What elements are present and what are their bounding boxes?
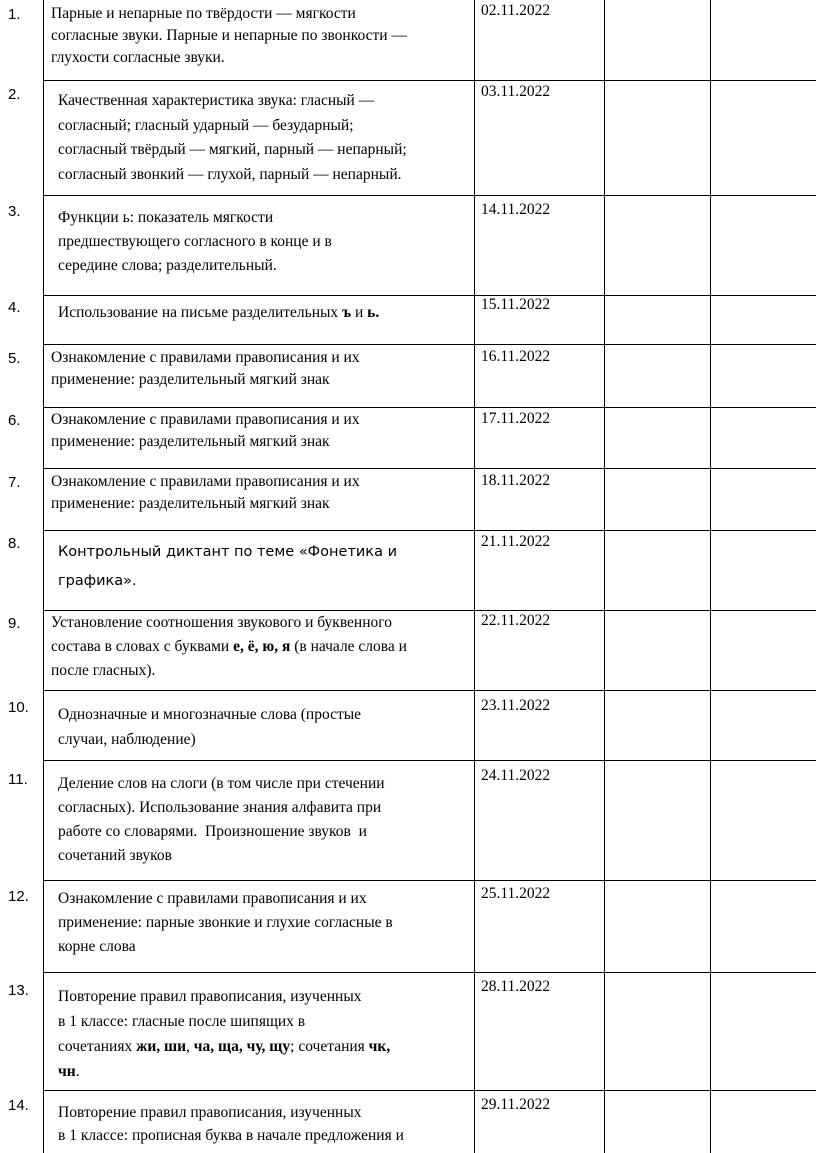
lesson-number: 12. bbox=[8, 888, 29, 905]
topic-text: Повторение правил правописания, изученных bbox=[58, 1104, 362, 1121]
topic-line bbox=[58, 796, 385, 820]
topic-text: Ознакомление с правилами правописания и их bbox=[51, 473, 360, 490]
topic-line bbox=[58, 206, 332, 230]
topic-text: Однозначные и многозначные слова (простые bbox=[58, 706, 362, 723]
lesson-number: 14. bbox=[8, 1097, 29, 1114]
lesson-topic bbox=[58, 984, 390, 1084]
topic-text: глухости согласные звуки. bbox=[51, 49, 225, 66]
topic-text: Ознакомление с правилами правописания и их bbox=[51, 349, 360, 366]
topic-text: Функции ь: показатель мягкости bbox=[58, 209, 274, 226]
lesson-date: 03.11.2022 bbox=[481, 83, 551, 100]
lesson-number: 6. bbox=[8, 412, 21, 429]
lesson-topic bbox=[58, 301, 379, 325]
topic-text: согласный; гласный ударный — безударный; bbox=[58, 116, 354, 134]
lesson-date: 17.11.2022 bbox=[481, 410, 551, 427]
topic-line bbox=[51, 409, 360, 431]
topic-text: в 1 классе: прописная буква в начале предложения и bbox=[58, 1127, 404, 1144]
lesson-date: 02.11.2022 bbox=[481, 2, 551, 19]
lesson-topic bbox=[58, 702, 361, 752]
topic-text: графика». bbox=[58, 573, 137, 589]
topic-text: сочетаний звуков bbox=[58, 847, 172, 864]
topic-line bbox=[58, 1059, 390, 1084]
topic-text: применение: парные звонкие и глухие согласные в bbox=[58, 914, 393, 931]
topic-line bbox=[58, 702, 361, 727]
topic-text: Использование на письме разделительных bbox=[58, 304, 343, 321]
topic-line bbox=[58, 911, 393, 935]
lesson-date: 29.11.2022 bbox=[481, 1096, 551, 1113]
topic-line bbox=[58, 727, 361, 752]
topic-line bbox=[58, 567, 397, 596]
lesson-number: 3. bbox=[8, 203, 21, 220]
lesson-number: 9. bbox=[8, 615, 21, 632]
topic-line bbox=[58, 89, 407, 114]
topic-text: ; сочетания bbox=[290, 1038, 369, 1055]
lesson-number: 8. bbox=[8, 535, 21, 552]
lesson-topic bbox=[51, 409, 360, 453]
lesson-topic bbox=[58, 887, 393, 959]
topic-line bbox=[58, 230, 332, 254]
topic-text: применение: разделительный мягкий знак bbox=[51, 371, 330, 388]
topic-text: и bbox=[351, 304, 368, 321]
topic-line bbox=[58, 254, 332, 278]
topic-text: . bbox=[75, 1063, 80, 1080]
topic-text: Деление слов на слоги (в том числе при стечении bbox=[58, 775, 385, 792]
topic-line bbox=[51, 3, 407, 25]
topic-text: согласных). Использование знания алфавита при bbox=[58, 799, 382, 816]
topic-text: предшествующего согласного в конце и в bbox=[58, 233, 332, 250]
topic-text: согласные звуки. Парные и непарные по звонкости — bbox=[51, 27, 407, 44]
topic-line bbox=[58, 138, 407, 163]
topic-line bbox=[58, 984, 390, 1009]
topic-line bbox=[51, 47, 407, 69]
topic-line bbox=[51, 369, 360, 391]
lesson-date: 16.11.2022 bbox=[481, 348, 551, 365]
topic-line bbox=[51, 659, 407, 683]
topic-text: Установление соотношения звукового и буквенного bbox=[51, 614, 392, 631]
topic-text: Парные и непарные по твёрдости — мягкости bbox=[51, 5, 356, 22]
topic-text: согласный твёрдый — мягкий, парный — непарный; bbox=[58, 141, 407, 158]
topic-text: состава в словах с буквами bbox=[51, 638, 234, 655]
topic-text: работе со словарями. Произношение звуков и bbox=[58, 823, 367, 840]
topic-text: середине слова; разделительный. bbox=[58, 257, 277, 274]
lesson-topic bbox=[58, 1101, 404, 1147]
topic-line bbox=[58, 844, 385, 868]
topic-line bbox=[58, 1124, 404, 1147]
lesson-number: 4. bbox=[8, 299, 21, 316]
lesson-topic bbox=[51, 611, 407, 683]
topic-text: согласный звонкий — глухой, парный — непарный. bbox=[58, 165, 402, 183]
lesson-topic bbox=[58, 89, 407, 187]
topic-line bbox=[58, 163, 407, 188]
lesson-date: 21.11.2022 bbox=[481, 533, 551, 550]
lesson-number: 1. bbox=[8, 6, 21, 23]
topic-text: сочетаниях bbox=[58, 1038, 137, 1055]
topic-line bbox=[58, 887, 393, 911]
topic-text: Контрольный диктант по теме «Фонетика и bbox=[58, 544, 397, 560]
topic-line bbox=[58, 114, 407, 139]
lesson-number: 2. bbox=[8, 86, 21, 103]
topic-line bbox=[51, 431, 360, 453]
lesson-number: 11. bbox=[8, 771, 28, 788]
lesson-topic bbox=[51, 3, 407, 69]
topic-line bbox=[58, 935, 393, 959]
topic-line bbox=[58, 1101, 404, 1124]
bold-text: е, ё, ю, я bbox=[233, 638, 291, 655]
topic-text: применение: разделительный мягкий знак bbox=[51, 495, 330, 512]
bold-text: жи, ши bbox=[136, 1038, 187, 1055]
lesson-number: 13. bbox=[8, 982, 29, 999]
topic-text: , bbox=[186, 1038, 194, 1055]
topic-text: после гласных). bbox=[51, 662, 156, 679]
topic-text: применение: разделительный мягкий знак bbox=[51, 433, 330, 450]
topic-line bbox=[58, 772, 385, 796]
lesson-date: 15.11.2022 bbox=[481, 296, 551, 313]
lesson-topic bbox=[58, 538, 397, 596]
lesson-number: 7. bbox=[8, 474, 21, 491]
bold-text: ча, ща, чу, щу bbox=[193, 1038, 291, 1055]
lesson-date: 28.11.2022 bbox=[481, 978, 551, 995]
topic-line bbox=[51, 635, 407, 659]
topic-text: (в начале слова и bbox=[290, 638, 407, 655]
bold-text: чн bbox=[58, 1063, 76, 1080]
topic-text: корне слова bbox=[58, 938, 136, 955]
topic-line bbox=[51, 471, 360, 493]
topic-text: Повторение правил правописания, изученных bbox=[58, 988, 362, 1005]
lesson-topic bbox=[58, 206, 332, 278]
lesson-date: 24.11.2022 bbox=[481, 767, 551, 784]
lesson-date: 14.11.2022 bbox=[481, 201, 551, 218]
topic-line bbox=[51, 347, 360, 369]
topic-text: в 1 классе: гласные после шипящих в bbox=[58, 1013, 306, 1030]
topic-text: Ознакомление с правилами правописания и их bbox=[58, 890, 367, 907]
lesson-topic bbox=[51, 471, 360, 515]
lesson-topic bbox=[51, 347, 360, 391]
topic-line bbox=[58, 301, 379, 325]
lesson-number: 5. bbox=[8, 350, 21, 367]
topic-text: Ознакомление с правилами правописания и их bbox=[51, 411, 360, 428]
bold-text: ь. bbox=[367, 304, 380, 321]
bold-text: ъ bbox=[342, 304, 352, 321]
lesson-date: 23.11.2022 bbox=[481, 697, 551, 714]
lesson-date: 25.11.2022 bbox=[481, 885, 551, 902]
topic-line bbox=[51, 611, 407, 635]
topic-text: случаи, наблюдение) bbox=[58, 731, 196, 748]
topic-text: Качественная характеристика звука: гласный — bbox=[58, 92, 375, 109]
bold-text: чк, bbox=[368, 1038, 391, 1055]
topic-line bbox=[58, 538, 397, 567]
topic-line bbox=[58, 1034, 390, 1059]
topic-line bbox=[51, 25, 407, 47]
lesson-topic bbox=[58, 772, 385, 868]
lesson-number: 10. bbox=[8, 699, 29, 716]
topic-line bbox=[58, 1009, 390, 1034]
lesson-date: 18.11.2022 bbox=[481, 472, 551, 489]
topic-line bbox=[51, 493, 360, 515]
lesson-date: 22.11.2022 bbox=[481, 612, 551, 629]
topic-line bbox=[58, 820, 385, 844]
